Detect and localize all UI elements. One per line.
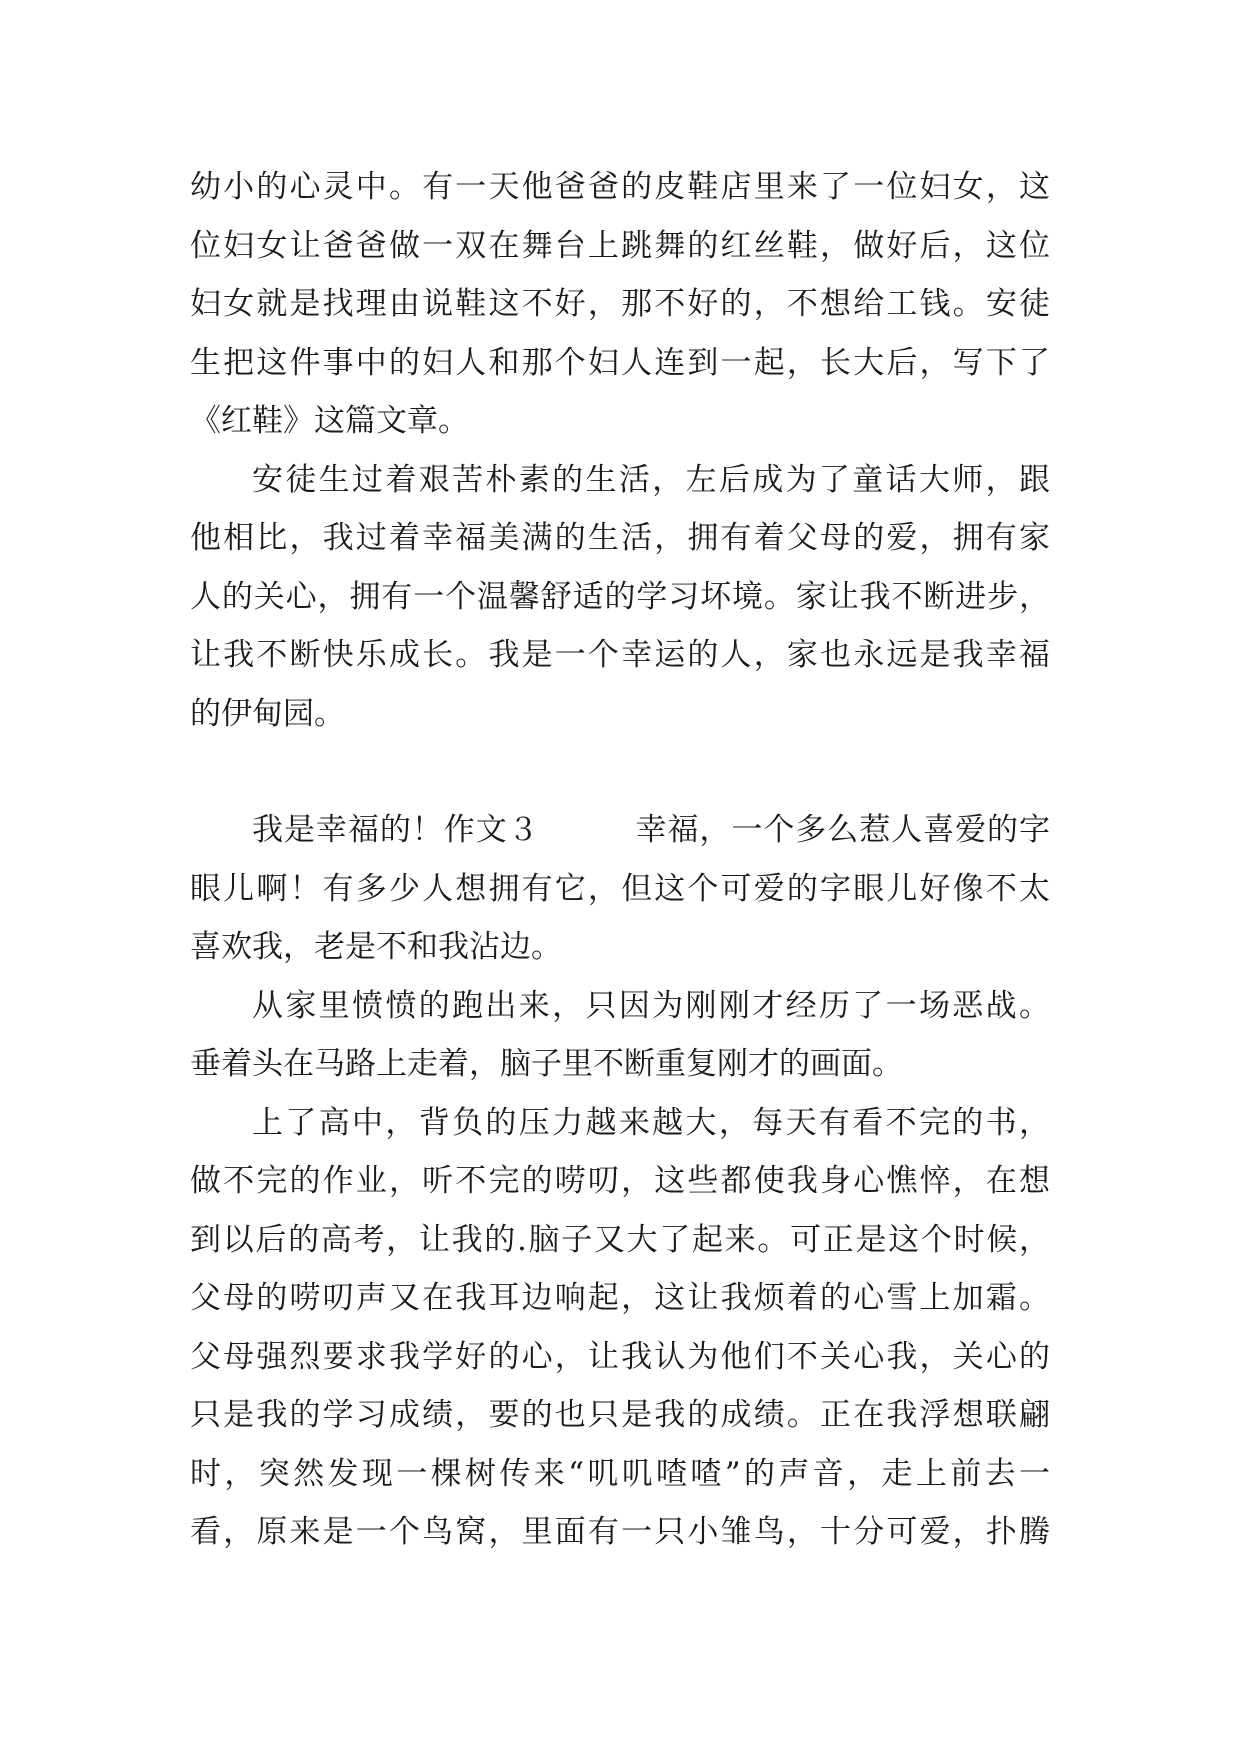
text-line: 看，原来是一个鸟窝，里面有一只小雏鸟，十分可爱，扑腾 bbox=[190, 1514, 1050, 1550]
text-line: 他相比，我过着幸福美满的生活，拥有着父母的爱，拥有家 bbox=[190, 520, 1050, 556]
text-line: 我是幸福的！作文３ 幸福，一个多么惹人喜爱的字 bbox=[252, 812, 1050, 848]
text-line: 位妇女让爸爸做一双在舞台上跳舞的红丝鞋，做好后，这位 bbox=[190, 228, 1050, 264]
text-line: 让我不断快乐成长。我是一个幸运的人，家也永远是我幸福 bbox=[190, 637, 1050, 673]
text-line: 时，突然发现一棵树传来“叽叽喳喳”的声音，走上前去一 bbox=[190, 1456, 1050, 1492]
text-line: 《红鞋》这篇文章。 bbox=[190, 403, 469, 439]
text-line: 幼小的心灵中。有一天他爸爸的皮鞋店里来了一位妇女，这 bbox=[190, 169, 1050, 205]
text-line: 安徒生过着艰苦朴素的生活，左后成为了童话大师，跟 bbox=[252, 462, 1050, 498]
text-line: 从家里愤愤的跑出来，只因为刚刚才经历了一场恶战。 bbox=[252, 988, 1050, 1024]
text-line: 妇女就是找理由说鞋这不好，那不好的，不想给工钱。安徒 bbox=[190, 286, 1050, 322]
text-line: 喜欢我，老是不和我沾边。 bbox=[190, 929, 562, 965]
text-line: 只是我的学习成绩，要的也只是我的成绩。正在我浮想联翩 bbox=[190, 1397, 1050, 1433]
text-line: 的伊甸园。 bbox=[190, 696, 345, 732]
text-line: 父母的唠叨声又在我耳边响起，这让我烦着的心雪上加霜。 bbox=[190, 1280, 1050, 1316]
text-line: 父母强烈要求我学好的心，让我认为他们不关心我，关心的 bbox=[190, 1339, 1050, 1375]
text-line: 垂着头在马路上走着，脑子里不断重复刚才的画面。 bbox=[190, 1046, 903, 1082]
text-line: 到以后的高考，让我的.脑子又大了起来。可正是这个时候， bbox=[190, 1222, 1050, 1258]
text-line: 做不完的作业，听不完的唠叨，这些都使我身心憔悴，在想 bbox=[190, 1163, 1050, 1199]
text-line: 人的关心，拥有一个温馨舒适的学习坏境。家让我不断进步， bbox=[190, 579, 1050, 615]
text-line: 眼儿啊！有多少人想拥有它，但这个可爱的字眼儿好像不太 bbox=[190, 871, 1050, 907]
text-line: 生把这件事中的妇人和那个妇人连到一起，长大后，写下了 bbox=[190, 345, 1050, 381]
text-line: 上了高中，背负的压力越来越大，每天有看不完的书， bbox=[252, 1105, 1050, 1141]
